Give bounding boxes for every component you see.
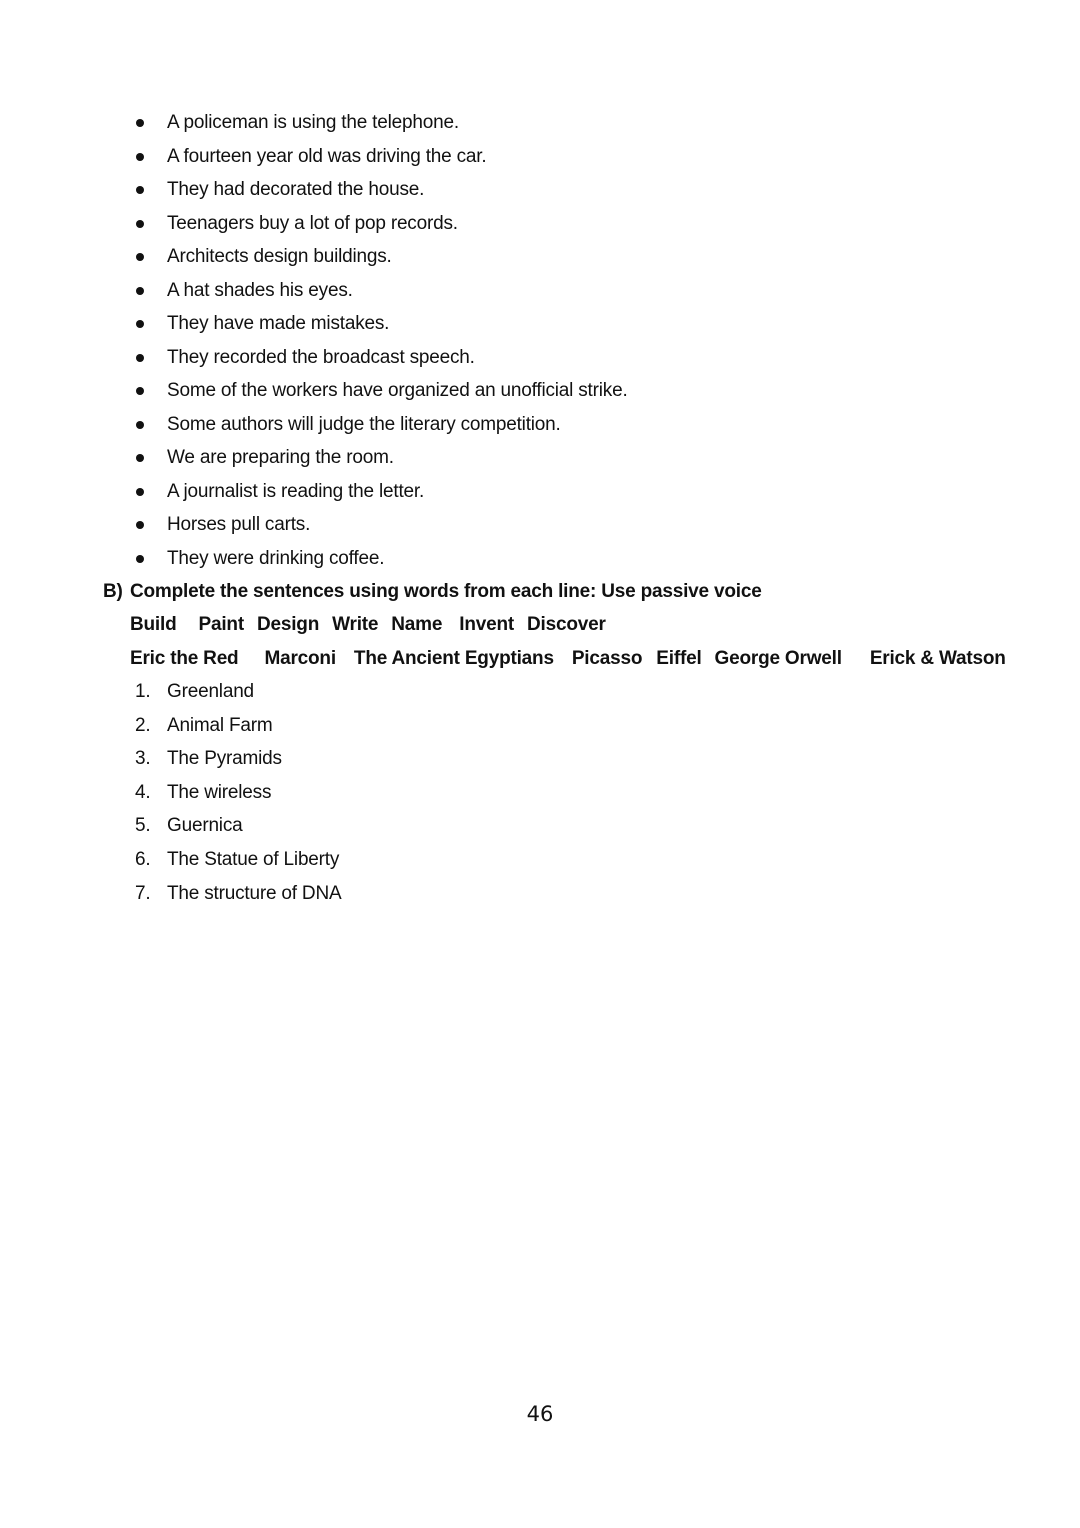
sentence-text: A policeman is using the telephone. (167, 112, 459, 133)
bullet-icon (136, 220, 144, 228)
item-text: The Statue of Liberty (167, 848, 340, 870)
verb-word: Write (332, 614, 379, 635)
bullet-icon (136, 320, 144, 328)
list-item (0, 475, 1080, 509)
name-word: George Orwell (714, 648, 842, 669)
list-item (0, 843, 1080, 877)
section-letter: B) (103, 581, 123, 602)
item-number: 4. (135, 781, 151, 803)
sentence-text: They were drinking coffee. (167, 547, 385, 569)
list-item (0, 542, 1080, 576)
sentence-text: A journalist is reading the letter. (167, 480, 425, 502)
sentence-text: A fourteen year old was driving the car. (167, 145, 487, 167)
list-item (0, 408, 1080, 442)
list-item (0, 374, 1080, 408)
name-word: Eiffel (656, 648, 702, 669)
name-word: Eric the Red (130, 648, 239, 669)
list-item (0, 742, 1080, 776)
list-item (0, 173, 1080, 207)
bullet-icon (136, 354, 144, 362)
list-item (0, 508, 1080, 542)
sentence-text: Teenagers buy a lot of pop records. (167, 212, 458, 234)
item-number: 5. (135, 815, 151, 837)
sentence-text: Architects design buildings. (167, 246, 392, 267)
list-item (0, 240, 1080, 274)
list-item (0, 207, 1080, 241)
item-text: Guernica (167, 815, 243, 837)
sentence-bullet-list (0, 106, 1080, 575)
item-number: 2. (135, 714, 151, 736)
verb-word: Name (391, 614, 443, 635)
sentence-text: A hat shades his eyes. (167, 279, 353, 301)
list-item (0, 877, 1080, 911)
sentence-text: Horses pull carts. (167, 514, 311, 535)
bullet-icon (136, 555, 144, 563)
verb-word: Paint (198, 614, 244, 635)
list-item (0, 675, 1080, 709)
item-number: 7. (135, 882, 151, 904)
verb-word: Build (130, 614, 177, 635)
verb-word: Discover (527, 614, 606, 635)
sentence-text: They recorded the broadcast speech. (167, 346, 475, 368)
verb-word: Invent (459, 614, 514, 635)
bullet-icon (136, 186, 144, 194)
name-word: Erick & Watson (869, 648, 1006, 669)
list-item (0, 274, 1080, 308)
item-text: The wireless (167, 781, 272, 803)
sentence-text: We are preparing the room. (167, 447, 394, 468)
sentence-text: Some authors will judge the literary competition. (167, 413, 561, 435)
numbered-list (0, 675, 1080, 910)
item-text: The structure of DNA (167, 882, 342, 904)
item-number: 6. (135, 848, 151, 870)
sentence-text: Some of the workers have organized an unofficial strike. (167, 380, 628, 401)
bullet-icon (136, 521, 144, 529)
list-item (0, 776, 1080, 810)
bullet-icon (136, 488, 144, 496)
list-item (0, 441, 1080, 475)
bullet-icon (136, 119, 144, 127)
name-word: Picasso (571, 648, 643, 669)
bullet-icon (136, 253, 144, 261)
bullet-icon (136, 454, 144, 462)
name-word-line (130, 642, 1006, 676)
item-number: 1. (135, 681, 151, 702)
item-text: The Pyramids (167, 748, 282, 770)
verb-word-line (130, 608, 606, 642)
list-item (0, 106, 1080, 140)
page-number: 46 (526, 1402, 554, 1426)
list-item (0, 709, 1080, 743)
bullet-icon (136, 421, 144, 429)
list-item (0, 307, 1080, 341)
item-number: 3. (135, 748, 151, 770)
sentence-text: They have made mistakes. (167, 313, 390, 334)
bullet-icon (136, 387, 144, 395)
bullet-icon (136, 287, 144, 295)
list-item (0, 140, 1080, 174)
list-item (0, 809, 1080, 843)
sentence-text: They had decorated the house. (167, 179, 425, 200)
name-word: Marconi (264, 648, 336, 669)
name-word: The Ancient Egyptians (353, 648, 554, 669)
bullet-icon (136, 153, 144, 161)
section-b-heading (103, 575, 762, 609)
item-text: Greenland (167, 681, 254, 702)
verb-word: Design (256, 614, 320, 635)
list-item (0, 341, 1080, 375)
item-text: Animal Farm (167, 714, 273, 736)
section-instruction: Complete the sentences using words from each line: Use passive voice (130, 581, 762, 602)
